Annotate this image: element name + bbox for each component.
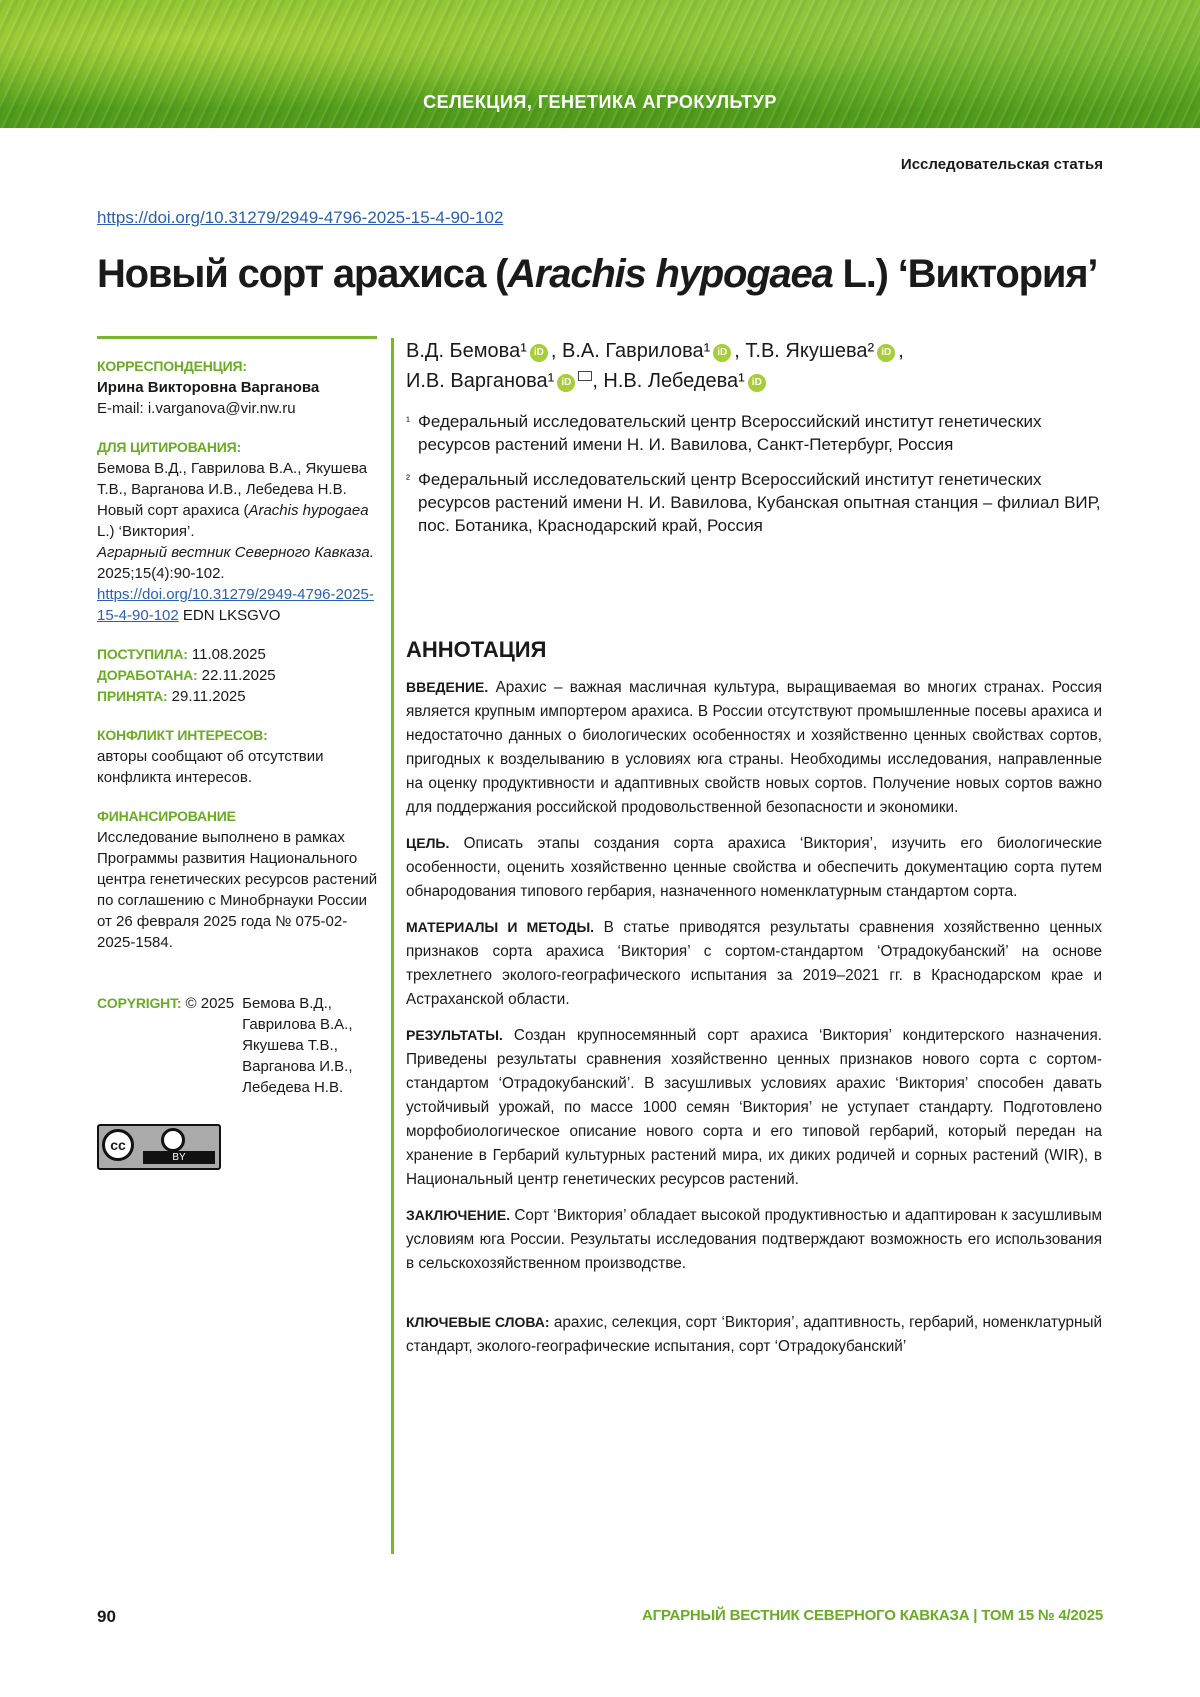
- author-5: , Н.В. Лебедева¹: [592, 370, 745, 392]
- journal-footer: АГРАРНЫЙ ВЕСТНИК СЕВЕРНОГО КАВКАЗА | ТОМ 15 № 4/2025: [642, 1607, 1103, 1624]
- cc-by-license-icon[interactable]: [97, 1124, 221, 1170]
- correspondence-name: Ирина Викторовна Варганова: [97, 379, 320, 396]
- sidebar: [97, 356, 382, 1170]
- orcid-icon[interactable]: iD: [877, 344, 895, 362]
- citation-label: ДЛЯ ЦИТИРОВАНИЯ:: [97, 439, 241, 455]
- funding-label: ФИНАНСИРОВАНИЕ: [97, 808, 236, 824]
- abstract-results: РЕЗУЛЬТАТЫ. Создан крупносемянный сорт арахиса ‘Виктория’ кондитерского назначения. Приведены результаты сравнения хозяйственно ценных признаков нового сорта с сортом-стандартом ‘Отрадокубанский’. В засушливых условиях арахис ‘Виктория’ способен давать устойчивый урожай, по массе 1000 семян ‘Виктория’ не уступает стандарту. Подготовлено морфобиологическое описание нового сорта и его типовой гербарий, который передан на хранение в Гербарий культурных растений мира, их диких родичей и сорных растений (WIR), в Национальный центр генетических ресурсов растений.: [406, 1027, 1102, 1188]
- conflict-block: [97, 725, 382, 788]
- revised-date: ДОРАБОТАНА: 22.11.2025: [97, 667, 276, 684]
- header-banner: [0, 0, 1200, 128]
- copyright-holders: Бемова В.Д., Гаврилова В.А., Якушева Т.В., Варганова И.В., Лебедева Н.В.: [242, 995, 353, 1096]
- citation-issue: 2025;15(4):90-102.: [97, 565, 225, 582]
- person-icon: [161, 1128, 185, 1152]
- column-divider: [391, 338, 394, 1554]
- correspondence-label: КОРРЕСПОНДЕНЦИЯ:: [97, 358, 247, 374]
- citation-doi-link[interactable]: https://doi.org/10.31279/2949-4796-2025-15-4-90-102: [97, 586, 374, 624]
- abstract-goal: ЦЕЛЬ. Описать этапы создания сорта арахиса ‘Виктория’, изучить его биологические особенности, оценить хозяйственно ценные свойства и обеспечить документацию сорта путем обнародования типового гербария, назначенного номенклатурным стандартом сорта.: [406, 835, 1102, 900]
- main-column: [406, 336, 1102, 1370]
- funding-text: Исследование выполнено в рамках Программы развития Национального центра генетических ресурсов растений по соглашению с Минобрнауки России от 26 февраля 2025 года № 075-02-2025-1584.: [97, 829, 378, 951]
- affiliation-1: ¹ Федеральный исследовательский центр Всероссийский институт генетических ресурсов растений имени Н. И. Вавилова, Санкт-Петербург, Россия: [406, 412, 1042, 454]
- citation-journal: Аграрный вестник Северного Кавказа.: [97, 544, 374, 561]
- abstract-introduction: ВВЕДЕНИЕ. Арахис – важная масличная культура, выращиваемая во многих странах. Россия является крупным импортером арахиса. В России отсутствуют промышленные посевы арахиса и недостаточно данных о биологических особенностях и хозяйственно ценных свойствах сортов, пригодных к возделыванию в условиях юга страны. Необходимы исследования, направленные на оценку продуктивности и адаптивных свойств новых сортов. Получение новых сортов важно для поддержания российской продовольственной безопасности и экономики.: [406, 679, 1102, 816]
- by-icon: BY: [143, 1128, 213, 1164]
- section-title: СЕЛЕКЦИЯ, ГЕНЕТИКА АГРОКУЛЬТУР: [423, 92, 777, 112]
- citation-title: Новый сорт арахиса (Arachis hypogaea L.) ‘Виктория’.: [97, 502, 369, 540]
- orcid-icon[interactable]: iD: [530, 344, 548, 362]
- page-number: 90: [97, 1607, 116, 1626]
- orcid-icon[interactable]: iD: [748, 374, 766, 392]
- affiliation-2: ² Федеральный исследовательский центр Всероссийский институт генетических ресурсов растений имени Н. И. Вавилова, Кубанская опытная станция – филиал ВИР, пос. Ботаника, Краснодарский край, Россия: [406, 470, 1101, 535]
- citation-authors: Бемова В.Д., Гаврилова В.А., Якушева Т.В., Варганова И.В., Лебедева Н.В.: [97, 460, 368, 498]
- citation-doi-line: https://doi.org/10.31279/2949-4796-2025-15-4-90-102 EDN LKSGVO: [97, 586, 374, 624]
- title-latin-name: Arachis hypogaea: [507, 252, 833, 296]
- conflict-text: авторы сообщают об отсутствии конфликта интересов.: [97, 748, 324, 786]
- abstract-methods: МАТЕРИАЛЫ И МЕТОДЫ. В статье приводятся результаты сравнения хозяйственно ценных признаков сорта арахиса ‘Виктория’ с сортом-стандартом ‘Отрадокубанский’ на основе трехлетнего эколого-географического испытания за 2019–2021 гг. в Краснодарском крае и Астраханской области.: [406, 919, 1102, 1008]
- correspondence-email: E-mail: i.varganova@vir.nw.ru: [97, 400, 296, 417]
- dates-block: [97, 644, 382, 707]
- cc-icon: cc: [102, 1129, 134, 1161]
- sidebar-rule: [97, 336, 377, 339]
- orcid-icon[interactable]: iD: [557, 374, 575, 392]
- correspondence-block: [97, 356, 382, 419]
- abstract-body: [406, 675, 1102, 1359]
- article-title: Новый сорт арахиса (Arachis hypogaea L.) ‘Виктория’: [97, 252, 1098, 296]
- keywords: КЛЮЧЕВЫЕ СЛОВА: арахис, селекция, сорт ‘Виктория’, адаптивность, гербарий, номенклатурный стандарт, эколого-географические испытания, сорт ‘Отрадокубанский’: [406, 1314, 1103, 1355]
- author-3: , Т.В. Якушева²: [734, 340, 875, 362]
- funding-block: [97, 806, 382, 953]
- mail-icon[interactable]: [578, 371, 592, 381]
- conflict-label: КОНФЛИКТ ИНТЕРЕСОВ:: [97, 727, 268, 743]
- received-date: ПОСТУПИЛА: 11.08.2025: [97, 646, 266, 663]
- abstract-heading: АННОТАЦИЯ: [406, 637, 547, 662]
- author-2: , В.А. Гаврилова¹: [550, 340, 711, 362]
- author-1: В.Д. Бемова¹: [406, 340, 527, 362]
- copyright-block: [97, 993, 382, 1098]
- author-4: И.В. Варганова¹: [406, 370, 555, 392]
- author-list: В.Д. Бемова¹ iD , В.А. Гаврилова¹ iD , Т.В. Якушева² iD , И.В. Варганова¹ iD , Н.В. Лебедева¹ iD: [406, 340, 904, 392]
- copyright-label: COPYRIGHT: © 2025: [97, 995, 235, 1012]
- orcid-icon[interactable]: iD: [713, 344, 731, 362]
- citation-block: [97, 437, 382, 626]
- abstract-conclusion: ЗАКЛЮЧЕНИЕ. Сорт ‘Виктория’ обладает высокой продуктивностью и адаптирован к засушливым условиям юга России. Результаты исследования подтверждают возможность его использования в сельскохозяйственном производстве.: [406, 1207, 1102, 1272]
- doi-link[interactable]: https://doi.org/10.31279/2949-4796-2025-15-4-90-102: [97, 208, 504, 227]
- accepted-date: ПРИНЯТА: 29.11.2025: [97, 688, 246, 705]
- article-type: Исследовательская статья: [900, 156, 1103, 173]
